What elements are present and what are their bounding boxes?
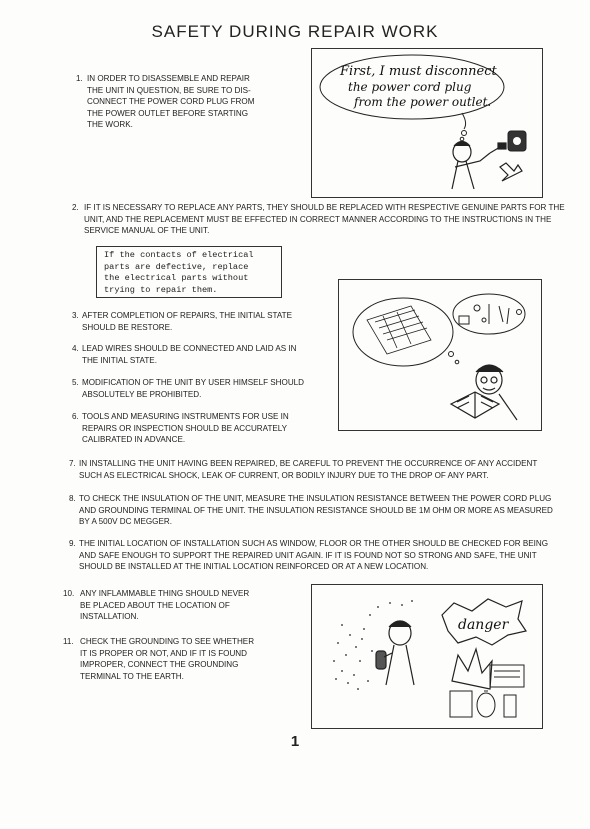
item-9 — [69, 538, 574, 574]
item-number: 4. — [72, 344, 79, 353]
note-line: If the contacts of electrical — [104, 250, 254, 260]
item-1 — [76, 73, 276, 133]
item-number: 2. — [72, 203, 79, 212]
item-line: IMPROPER, CONNECT THE GROUNDING — [80, 660, 239, 669]
item-number: 5. — [72, 378, 79, 387]
illustration-danger — [311, 584, 543, 729]
page-number: 1 — [290, 733, 300, 750]
item-11 — [63, 636, 273, 684]
item-5 — [72, 377, 312, 401]
item-line: AND GROUNDING TERMINAL OF THE UNIT. THE INSULATION RESISTANCE SHOULD BE 1M OHM OR MORE AS MEASURED — [79, 505, 553, 515]
appliance-unit-icon — [490, 665, 524, 687]
illustration-manual — [338, 279, 542, 431]
note-line: the electrical parts without — [104, 273, 249, 283]
item-line: THE POWER OUTLET BEFORE STARTING — [87, 108, 248, 118]
item-line: TOOLS AND MEASURING INSTRUMENTS FOR USE IN — [82, 412, 289, 421]
item-line: SHOULD BE INSTALLED AT THE INITIAL LOCATION REINFORCED OR AT A NEW LOCATION. — [79, 562, 429, 571]
page-title: SAFETY DURING REPAIR WORK — [151, 22, 439, 41]
item-line: SHOULD BE RESTORE. — [82, 322, 173, 332]
speech-line-1: First, I must disconnect — [340, 64, 497, 79]
item-4 — [72, 343, 312, 367]
item-number: 3. — [72, 311, 79, 320]
item-line: INSTALLATION. — [80, 612, 139, 621]
item-line: SERVICE MANUAL OF THE UNIT. — [84, 226, 210, 235]
item-line: IT IS PROPER OR NOT, AND IF IT IS FOUND — [80, 648, 247, 658]
item-10 — [63, 588, 273, 624]
item-line: CHECK THE GROUNDING TO SEE WHETHER — [80, 637, 255, 646]
item-line: THE WORK. — [87, 120, 133, 129]
item-line: CONNECT THE POWER CORD PLUG FROM — [87, 97, 255, 106]
illustration-unplug — [311, 48, 543, 198]
item-line: ABSOLUTELY BE PROHIBITED. — [82, 389, 202, 399]
item-6 — [72, 411, 312, 447]
item-number: 8. — [69, 494, 76, 503]
item-line: SUCH AS ELECTRICAL SHOCK, LEAK OF CURRENT, OR BODILY INJURY DUE TO THE DROP OF ANY PART. — [79, 470, 489, 480]
item-number: 9. — [69, 539, 76, 548]
item-number: 10. — [63, 589, 75, 598]
item-line: ANY INFLAMMABLE THING SHOULD NEVER — [80, 589, 250, 598]
note-line: parts are defective, replace — [104, 261, 249, 272]
item-number: 1. — [76, 74, 83, 83]
item-7 — [69, 458, 574, 482]
reading-man-figure — [451, 365, 517, 420]
note-line: trying to repair them. — [104, 284, 218, 295]
item-line: BE PLACED ABOUT THE LOCATION OF — [80, 600, 230, 610]
spraying-man-figure — [376, 621, 414, 685]
power-outlet-icon — [508, 131, 526, 151]
boxed-note — [96, 246, 282, 298]
item-line: MODIFICATION OF THE UNIT BY USER HIMSELF SHOULD — [82, 378, 305, 387]
speech-line-2: the power cord plug — [348, 80, 472, 94]
components-icon — [453, 294, 525, 334]
item-line: THE INITIAL LOCATION OF INSTALLATION SUCH AS WINDOW, FLOOR OR THE OTHER SHOULD BE CHECKED FOR BEING — [79, 539, 549, 548]
item-3 — [72, 310, 312, 334]
item-line: REPAIRS OR INSPECTION SHOULD BE ACCURATELY — [82, 423, 288, 433]
item-2 — [72, 202, 572, 238]
schematic-sheet-icon — [367, 306, 431, 354]
item-line: BY A 500V DC MEGGER. — [79, 517, 172, 526]
item-line: TO CHECK THE INSULATION OF THE UNIT, MEASURE THE INSULATION RESISTANCE BETWEEN THE POWER CORD PLUG — [79, 494, 552, 503]
arrow-icon — [500, 163, 522, 181]
gas-canisters-icon — [450, 691, 516, 717]
item-line: AFTER COMPLETION OF REPAIRS, THE INITIAL STATE — [82, 311, 293, 320]
danger-label: danger — [458, 617, 509, 633]
item-line: THE UNIT IN QUESTION, BE SURE TO DIS- — [87, 85, 251, 95]
item-line: IN ORDER TO DISASSEMBLE AND REPAIR — [87, 74, 250, 83]
item-line: TERMINAL TO THE EARTH. — [80, 671, 184, 681]
item-line: IF IT IS NECESSARY TO REPLACE ANY PARTS, THEY SHOULD BE REPLACED WITH RESPECTIVE GENUINE PARTS FOR THE — [84, 203, 565, 212]
item-8 — [69, 493, 574, 529]
item-number: 11. — [63, 637, 74, 646]
item-line: IN INSTALLING THE UNIT HAVING BEEN REPAIRED, BE CAREFUL TO PREVENT THE OCCURRENCE OF ANY ACCIDENT — [79, 459, 538, 468]
item-number: 6. — [72, 412, 79, 421]
item-number: 7. — [69, 459, 76, 468]
speech-line-3: from the power outlet. — [354, 95, 492, 109]
repairman-figure — [452, 142, 506, 190]
danger-sign — [442, 599, 526, 645]
item-line: THE INITIAL STATE. — [82, 355, 157, 365]
item-line: LEAD WIRES SHOULD BE CONNECTED AND LAID AS IN — [82, 344, 297, 353]
item-line: UNIT, AND THE REPLACEMENT MUST BE EFFECTED IN CORRECT MANNER ACCORDING TO THE INSTRUCTIONS IN THE — [84, 214, 552, 224]
item-line: AND SAFE ENOUGH TO SUPPORT THE REPAIRED UNIT AGAIN. IF IT IS FOUND NOT SO STRONG AND SAFE, THE UNIT — [79, 550, 537, 560]
flame-icon — [452, 649, 492, 689]
item-line: CALIBRATED IN ADVANCE. — [82, 435, 186, 444]
